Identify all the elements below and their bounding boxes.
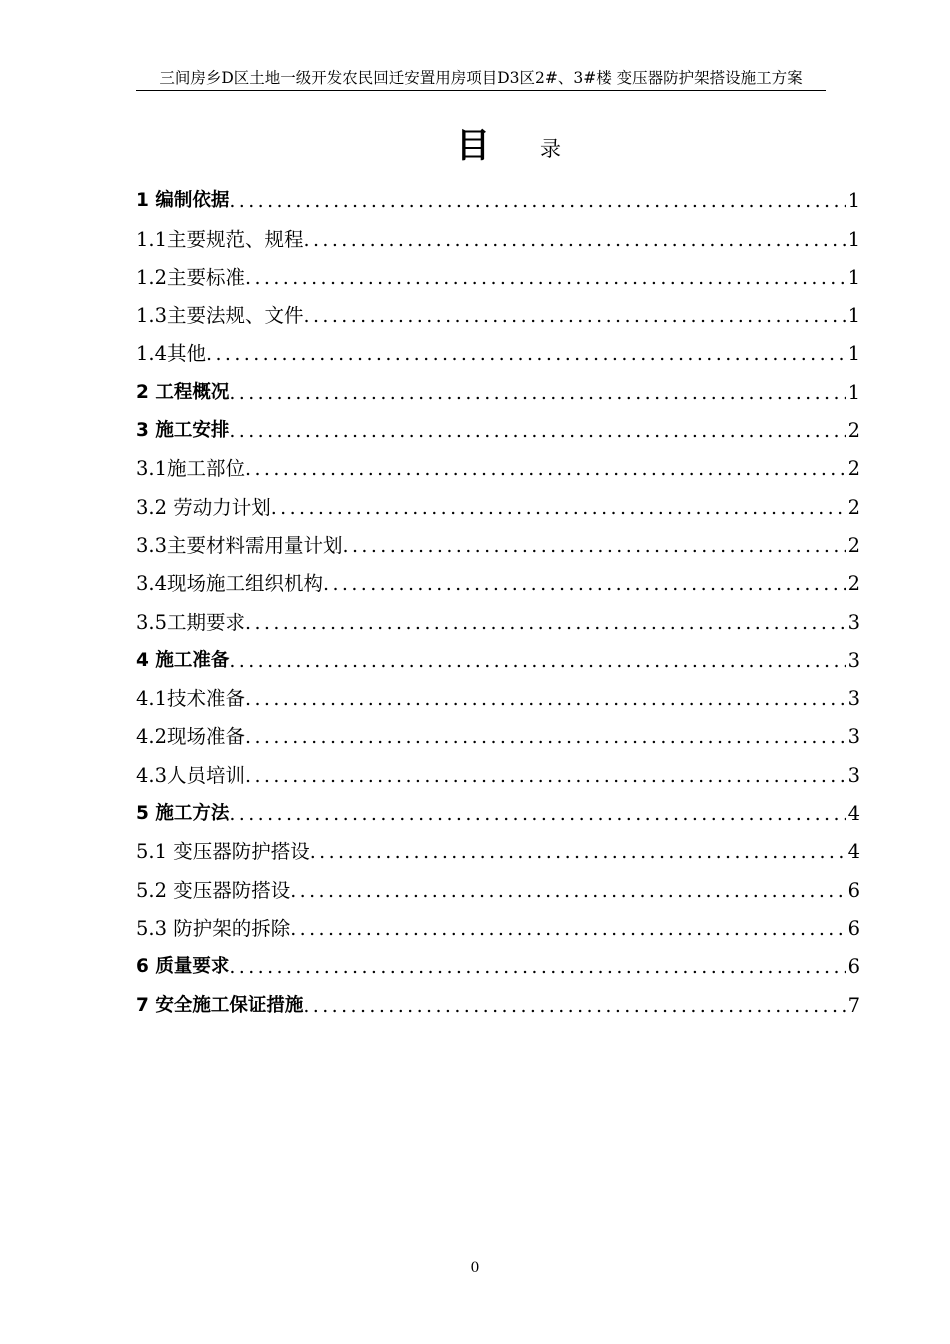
toc-entry[interactable] [136,180,860,218]
toc-entry-label: 4.1技术准备 [136,687,246,711]
toc-leader-dots [229,799,845,831]
toc-entry-label: 5.2 变压器防搭设 [136,878,291,902]
toc-entry-page: 1 [847,227,860,251]
toc-entry[interactable] [136,908,860,946]
toc-entry-page: 1 [847,342,860,366]
toc-leader-dots [245,722,846,754]
toc-entry[interactable] [136,869,860,907]
toc-entry[interactable] [136,601,860,639]
toc-leader-dots [271,493,846,525]
toc-entry-label: 3.1施工部位 [136,457,246,481]
toc-entry-page: 3 [847,610,860,634]
toc-entry-page: 3 [847,687,860,711]
toc-entry-page: 1 [847,304,860,328]
toc-entry-label: 4.2现场准备 [136,725,246,749]
toc-entry[interactable] [136,754,860,792]
toc-entry-page: 3 [847,725,860,749]
toc-entry[interactable] [136,946,860,984]
toc-entry-page: 6 [847,878,860,902]
table-of-contents [136,180,860,1023]
toc-entry-page: 2 [847,495,860,519]
toc-entry[interactable] [136,831,860,869]
toc-leader-dots [245,684,846,716]
toc-leader-dots [229,186,845,218]
toc-entry-label: 2 工程概况 [136,381,230,403]
toc-entry-page: 1 [847,265,860,289]
toc-entry-label: 3.2 劳动力计划 [136,495,271,519]
toc-entry-label: 1.3主要法规、文件 [136,304,304,328]
toc-entry-label: 1.2主要标准 [136,265,246,289]
toc-entry-label: 6 质量要求 [136,956,230,978]
toc-entry-label: 3 施工安排 [136,420,230,442]
toc-entry-page: 1 [847,380,860,404]
toc-leader-dots [206,339,846,371]
toc-leader-dots [245,608,846,640]
toc-entry[interactable] [136,448,860,486]
toc-title [0,126,950,166]
toc-leader-dots [229,646,845,678]
toc-entry[interactable] [136,563,860,601]
toc-leader-dots [229,378,845,410]
toc-entry[interactable] [136,218,860,256]
toc-leader-dots [229,416,845,448]
toc-leader-dots [304,225,846,257]
toc-entry-page: 3 [847,763,860,787]
toc-entry-label: 1 编制依据 [136,190,230,212]
toc-entry-page: 2 [847,572,860,596]
toc-entry-label: 1.1主要规范、规程 [136,227,304,251]
toc-entry-page: 3 [847,648,860,672]
toc-title-sub: 录 [540,137,561,161]
toc-entry-page: 6 [847,916,860,940]
toc-entry-page: 2 [847,533,860,557]
toc-entry-label: 4.3人员培训 [136,763,246,787]
toc-leader-dots [343,531,846,563]
toc-entry[interactable] [136,257,860,295]
toc-leader-dots [245,454,846,486]
toc-entry-page: 4 [847,840,860,864]
toc-leader-dots [290,876,845,908]
toc-entry-page: 2 [847,419,860,443]
toc-entry[interactable] [136,984,860,1022]
toc-leader-dots [290,914,845,946]
toc-leader-dots [323,569,846,601]
toc-entry-label: 5 施工方法 [136,803,230,825]
toc-leader-dots [245,263,846,295]
running-header: 三间房乡D区土地一级开发农民回迁安置用房项目D3区2#、3#楼 变压器防护架搭设施工方案 [136,66,826,91]
toc-entry-label: 7 安全施工保证措施 [136,994,304,1016]
toc-entry[interactable] [136,678,860,716]
toc-leader-dots [304,301,846,333]
toc-entry-page: 2 [847,457,860,481]
toc-entry-label: 3.4现场施工组织机构 [136,572,324,596]
toc-entry-label: 5.3 防护架的拆除 [136,916,291,940]
toc-entry[interactable] [136,793,860,831]
toc-entry-label: 3.5工期要求 [136,610,246,634]
toc-entry-label: 3.3主要材料需用量计划 [136,533,343,557]
toc-entry-page: 4 [847,802,860,826]
toc-entry[interactable] [136,333,860,371]
toc-entry[interactable] [136,486,860,524]
toc-entry-label: 4 施工准备 [136,649,230,671]
toc-entry-page: 1 [847,189,860,213]
toc-entry-page: 7 [847,993,860,1017]
toc-title-main: 目 [456,126,490,166]
page-number: 0 [470,1260,480,1276]
toc-leader-dots [303,991,845,1023]
toc-entry-label: 1.4其他 [136,342,207,366]
toc-entry-page: 6 [847,955,860,979]
toc-entry[interactable] [136,295,860,333]
toc-entry-label: 5.1 变压器防护搭设 [136,840,310,864]
toc-entry[interactable] [136,640,860,678]
toc-entry[interactable] [136,410,860,448]
toc-entry[interactable] [136,525,860,563]
toc-leader-dots [310,837,846,869]
toc-entry[interactable] [136,371,860,409]
toc-leader-dots [229,952,845,984]
toc-entry[interactable] [136,716,860,754]
toc-leader-dots [245,761,846,793]
